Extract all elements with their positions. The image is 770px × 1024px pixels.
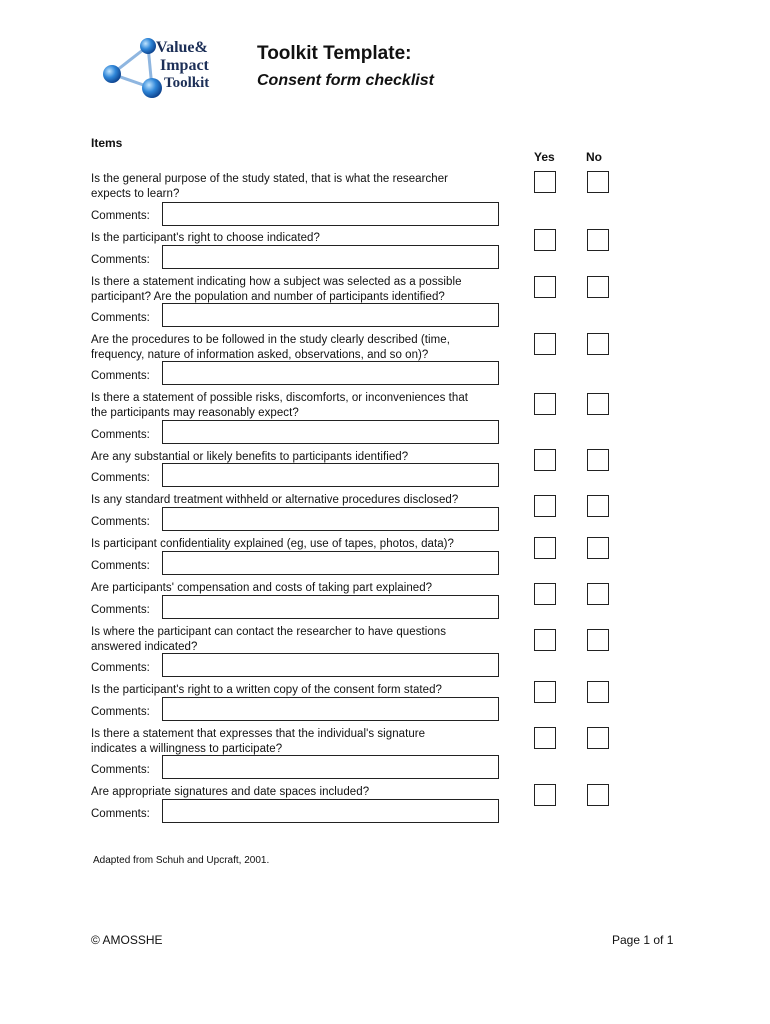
question-line: Is there a statement that expresses that the individual's signature xyxy=(91,728,426,740)
copyright-footer: © AMOSSHE xyxy=(91,933,163,947)
comments-field[interactable] xyxy=(162,799,499,823)
no-checkbox[interactable] xyxy=(587,333,609,355)
comments-field[interactable] xyxy=(162,245,499,269)
comments-field[interactable] xyxy=(162,551,499,575)
checklist-question xyxy=(91,391,521,421)
no-checkbox[interactable] xyxy=(587,629,609,651)
no-checkbox[interactable] xyxy=(587,449,609,471)
yes-checkbox[interactable] xyxy=(534,629,556,651)
yes-checkbox[interactable] xyxy=(534,171,556,193)
question-line: Are any substantial or likely benefits to participants identified? xyxy=(91,451,409,463)
question-line: Is any standard treatment withheld or alternative procedures disclosed? xyxy=(91,494,459,506)
checklist-question xyxy=(91,625,521,655)
yes-checkbox[interactable] xyxy=(534,727,556,749)
no-checkbox[interactable] xyxy=(587,537,609,559)
question-line: Is there a statement indicating how a subject was selected as a possible xyxy=(91,276,462,288)
page-title: Toolkit Template: xyxy=(257,43,412,64)
comments-label: Comments: xyxy=(91,429,150,441)
checklist-question xyxy=(91,537,521,552)
yes-checkbox[interactable] xyxy=(534,276,556,298)
question-line: Are appropriate signatures and date spaces included? xyxy=(91,786,370,798)
comments-field[interactable] xyxy=(162,595,499,619)
comments-field[interactable] xyxy=(162,202,499,226)
question-line: Is the general purpose of the study stated, that is what the researcher xyxy=(91,173,449,185)
comments-label: Comments: xyxy=(91,604,150,616)
no-checkbox[interactable] xyxy=(587,495,609,517)
question-line: Is the participant's right to a written copy of the consent form stated? xyxy=(91,684,442,696)
question-line: indicates a willingness to participate? xyxy=(91,743,283,755)
comments-label: Comments: xyxy=(91,312,150,324)
checklist-question xyxy=(91,231,521,246)
no-checkbox[interactable] xyxy=(587,583,609,605)
yes-checkbox[interactable] xyxy=(534,333,556,355)
checklist-question xyxy=(91,581,521,596)
checklist-question xyxy=(91,493,521,508)
comments-field[interactable] xyxy=(162,361,499,385)
comments-field[interactable] xyxy=(162,303,499,327)
question-line: Is participant confidentiality explained (eg, use of tapes, photos, data)? xyxy=(91,538,454,550)
question-line: answered indicated? xyxy=(91,641,198,653)
comments-field[interactable] xyxy=(162,463,499,487)
yes-checkbox[interactable] xyxy=(534,784,556,806)
no-checkbox[interactable] xyxy=(587,727,609,749)
page-number: Page 1 of 1 xyxy=(612,933,674,947)
yes-checkbox[interactable] xyxy=(534,583,556,605)
comments-label: Comments: xyxy=(91,472,150,484)
yes-checkbox[interactable] xyxy=(534,537,556,559)
yes-checkbox[interactable] xyxy=(534,449,556,471)
comments-label: Comments: xyxy=(91,662,150,674)
comments-label: Comments: xyxy=(91,808,150,820)
question-line: expects to learn? xyxy=(91,188,180,200)
comments-label: Comments: xyxy=(91,560,150,572)
checklist-question xyxy=(91,727,521,757)
question-line: the participants may reasonably expect? xyxy=(91,407,299,419)
yes-checkbox[interactable] xyxy=(534,393,556,415)
checklist-question xyxy=(91,785,521,800)
question-line: Are the procedures to be followed in the study clearly described (time, xyxy=(91,334,450,346)
comments-label: Comments: xyxy=(91,254,150,266)
no-column-heading: No xyxy=(586,150,602,164)
comments-label: Comments: xyxy=(91,764,150,776)
yes-checkbox[interactable] xyxy=(534,495,556,517)
comments-field[interactable] xyxy=(162,697,499,721)
no-checkbox[interactable] xyxy=(587,784,609,806)
comments-field[interactable] xyxy=(162,420,499,444)
comments-label: Comments: xyxy=(91,516,150,528)
checklist-question xyxy=(91,683,521,698)
yes-checkbox[interactable] xyxy=(534,681,556,703)
yes-checkbox[interactable] xyxy=(534,229,556,251)
checklist-question xyxy=(91,275,521,305)
no-checkbox[interactable] xyxy=(587,393,609,415)
no-checkbox[interactable] xyxy=(587,681,609,703)
question-line: frequency, nature of information asked, observations, and so on)? xyxy=(91,349,429,361)
question-line: Is there a statement of possible risks, discomforts, or inconveniences that xyxy=(91,392,469,404)
source-footnote: Adapted from Schuh and Upcraft, 2001. xyxy=(93,855,270,866)
no-checkbox[interactable] xyxy=(587,229,609,251)
checklist-question xyxy=(91,333,521,363)
items-column-heading: Items xyxy=(91,136,123,150)
question-line: Are participants' compensation and costs of taking part explained? xyxy=(91,582,433,594)
comments-field[interactable] xyxy=(162,653,499,677)
logo-text-toolkit: Toolkit xyxy=(164,75,210,91)
no-checkbox[interactable] xyxy=(587,276,609,298)
page-subtitle: Consent form checklist xyxy=(257,72,434,89)
comments-field[interactable] xyxy=(162,507,499,531)
comments-field[interactable] xyxy=(162,755,499,779)
question-line: Is the participant's right to choose indicated? xyxy=(91,232,320,244)
logo-text-value: Value& xyxy=(156,39,208,56)
yes-column-heading: Yes xyxy=(534,150,555,164)
no-checkbox[interactable] xyxy=(587,171,609,193)
comments-label: Comments: xyxy=(91,370,150,382)
comments-label: Comments: xyxy=(91,210,150,222)
logo-text-impact: Impact xyxy=(160,57,209,74)
comments-label: Comments: xyxy=(91,706,150,718)
question-line: Is where the participant can contact the researcher to have questions xyxy=(91,626,447,638)
checklist-question xyxy=(91,172,521,202)
question-line: participant? Are the population and number of participants identified? xyxy=(91,291,445,303)
